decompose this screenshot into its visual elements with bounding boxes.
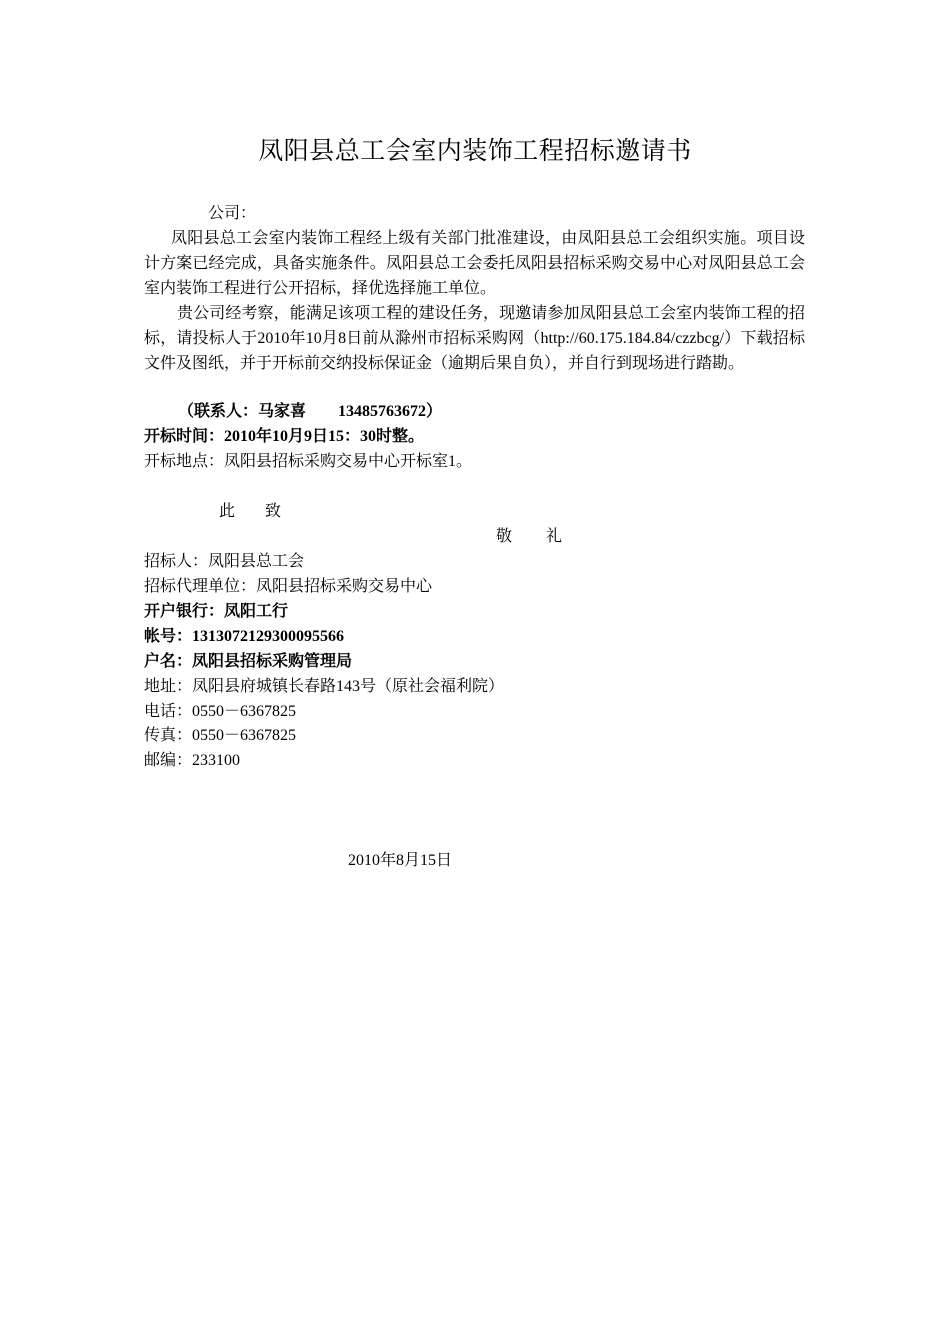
address: 地址：凤阳县府城镇长春路143号（原社会福利院） (144, 678, 505, 695)
opening-place: 开标地点：凤阳县招标采购交易中心开标室1。 (144, 453, 473, 470)
paragraph-project-intro: 凤阳县总工会室内装饰工程经上级有关部门批准建设，由凤阳县总工会组织实施。项目设计方案已经完成，具备实施条件。凤阳县总工会委托凤阳县招标采购交易中心对凤阳县总工会室内装饰工程进行公开招标，择优选择施工单位。 (144, 230, 805, 297)
document-date: 2010年8月15日 (348, 852, 453, 869)
phone: 电话：0550－6367825 (144, 703, 297, 720)
salutation: 公司： (208, 205, 257, 222)
paragraph-invitation: 贵公司经考察，能满足该项工程的建设任务，现邀请参加凤阳县总工会室内装饰工程的招标，请投标人于2010年10月8日前从滁州市招标采购网（http://60.175.184.84/czzbcg/）下载招标文件及图纸，并于开标前交纳投标保证金（逾期后果自负），并自行到现场进行踏勘。 (144, 305, 805, 372)
postcode: 邮编：233100 (144, 752, 241, 769)
body-paragraphs (144, 226, 805, 376)
contact-phone: 13485763672） (338, 403, 443, 420)
bank: 开户银行：凤阳工行 (144, 603, 289, 620)
closing-jingli: 敬礼 (496, 528, 597, 545)
contact-line (178, 399, 442, 424)
contact-name: （联系人：马家喜 (178, 403, 307, 420)
tenderer: 招标人：凤阳县总工会 (144, 553, 305, 570)
agency: 招标代理单位：凤阳县招标采购交易中心 (144, 578, 433, 595)
closing-cizhi: 此致 (219, 503, 312, 520)
document-title: 凤阳县总工会室内装饰工程招标邀请书 (258, 138, 692, 165)
account-number: 帐号：1313072129300095566 (144, 628, 345, 645)
account-name: 户名：凤阳县招标采购管理局 (144, 653, 353, 670)
fax: 传真：0550－6367825 (144, 727, 297, 744)
opening-time: 开标时间：2010年10月9日15：30时整。 (144, 428, 425, 445)
